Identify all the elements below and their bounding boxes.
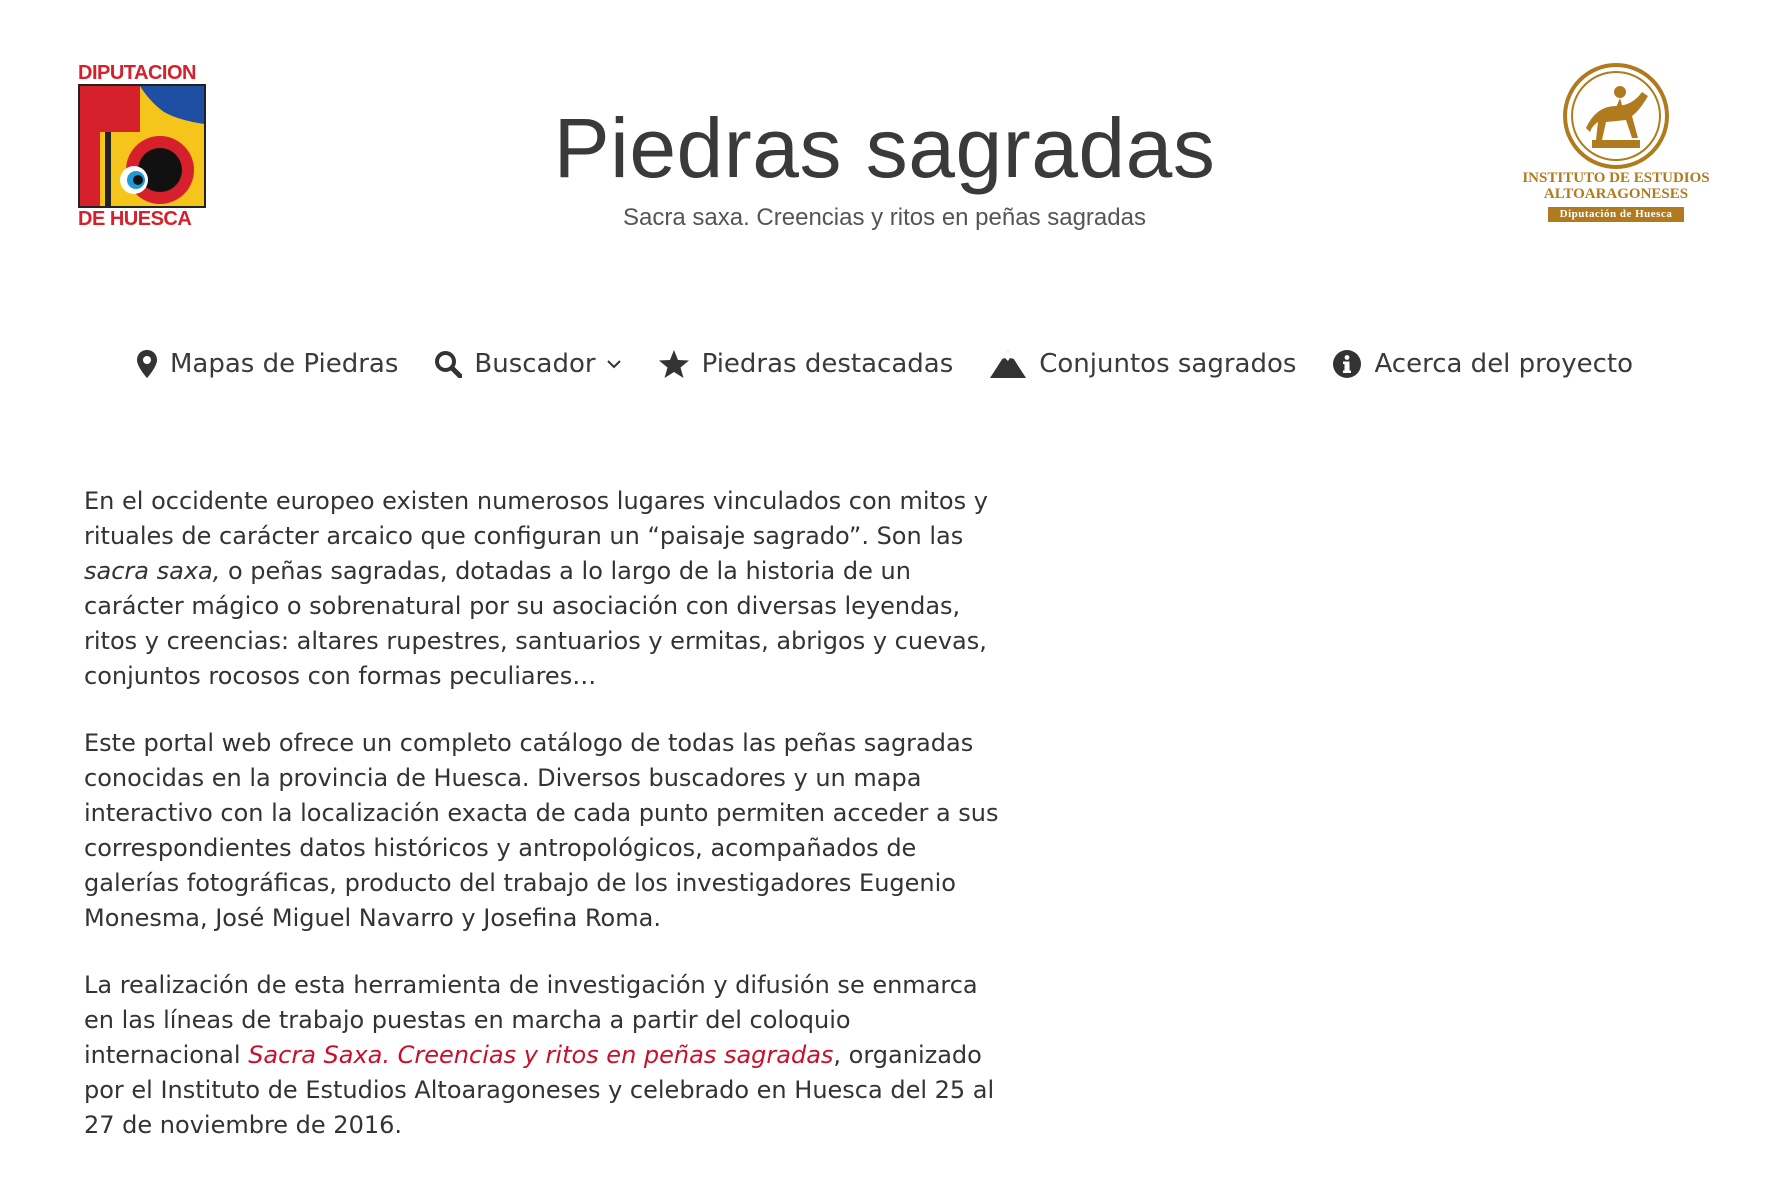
map-marker-icon [136, 349, 158, 379]
intro-paragraph-2: Este portal web ofrece un completo catálogo de todas las peñas sagradas conocidas en la provincia de Huesca. Diversos buscadores y un mapa interactivo con la localización exacta de cada punto permiten acceder a sus correspondientes datos históricos y antropológicos, acompañados de galerías fotográficas, producto del trabajo de los investigadores Eugenio Monesma, José Miguel Navarro y Josefina Roma. [84, 729, 999, 932]
iea-name-line2: ALTOARAGONESES [1543, 186, 1689, 202]
iea-seal-icon [1562, 62, 1670, 170]
paragraph-text: , organizado por el Instituto de Estudios Altoaragoneses y celebrado en Huesca del 25 al 27 de noviembre de 2016. [84, 1041, 995, 1139]
nav-item-label: Acerca del proyecto [1374, 349, 1633, 379]
paragraph-text: La realización de esta herramienta de investigación y difusión se enmarca en las líneas de trabajo puestas en marcha a partir del coloquio internacional [84, 971, 978, 1069]
coloquio-link[interactable]: Sacra Saxa. Creencias y ritos en peñas sagradas [248, 1041, 834, 1069]
nav-item-acerca[interactable] [1332, 349, 1633, 379]
nav-item-label: Piedras destacadas [701, 349, 954, 379]
nav-item-label: Conjuntos sagrados [1039, 349, 1297, 379]
mountain-icon [989, 349, 1027, 379]
sacra-saxa-emphasis: sacra saxa, [84, 557, 221, 585]
nav-item-buscador[interactable] [434, 349, 621, 379]
site-title[interactable]: Piedras sagradas [553, 101, 1216, 195]
intro-paragraph-1 [84, 484, 1014, 694]
nav-item-destacadas[interactable] [658, 349, 954, 379]
nav-item-label: Mapas de Piedras [170, 349, 399, 379]
paragraph-text: En el occidente europeo existen numerosos lugares vinculados con mitos y rituales de carácter arcaico que configuran un “paisaje sagrado”. Son las [84, 487, 988, 550]
iea-name-line1: INSTITUTO DE ESTUDIOS [1522, 170, 1710, 186]
intro-paragraph-3 [84, 968, 1014, 1143]
nav-item-conjuntos[interactable] [989, 349, 1296, 379]
nav-item-label: Buscador [474, 349, 596, 379]
iea-band-text: Diputación de Huesca [1548, 207, 1685, 222]
intro-content [84, 484, 1014, 1175]
iea-logo[interactable] [1510, 62, 1722, 232]
search-icon [434, 350, 462, 378]
nav-item-mapas[interactable] [136, 349, 398, 379]
logo-left-top-text: DIPUTACION [78, 62, 196, 84]
info-icon [1332, 349, 1362, 379]
star-icon [658, 349, 690, 379]
main-nav [0, 340, 1769, 388]
site-header [0, 0, 1769, 260]
site-subtitle: Sacra saxa. Creencias y ritos en peñas sagradas [623, 204, 1146, 231]
paragraph-text: o peñas sagradas, dotadas a lo largo de la historia de un carácter mágico o sobrenatural por su asociación con diversas leyendas, ritos y creencias: altares rupestres, santuarios y ermitas, abrigos y cuevas, conjuntos rocosos con formas peculiares… [84, 557, 987, 690]
logo-left-bottom-text: DE HUESCA [78, 208, 192, 230]
chevron-down-icon[interactable] [606, 359, 622, 369]
